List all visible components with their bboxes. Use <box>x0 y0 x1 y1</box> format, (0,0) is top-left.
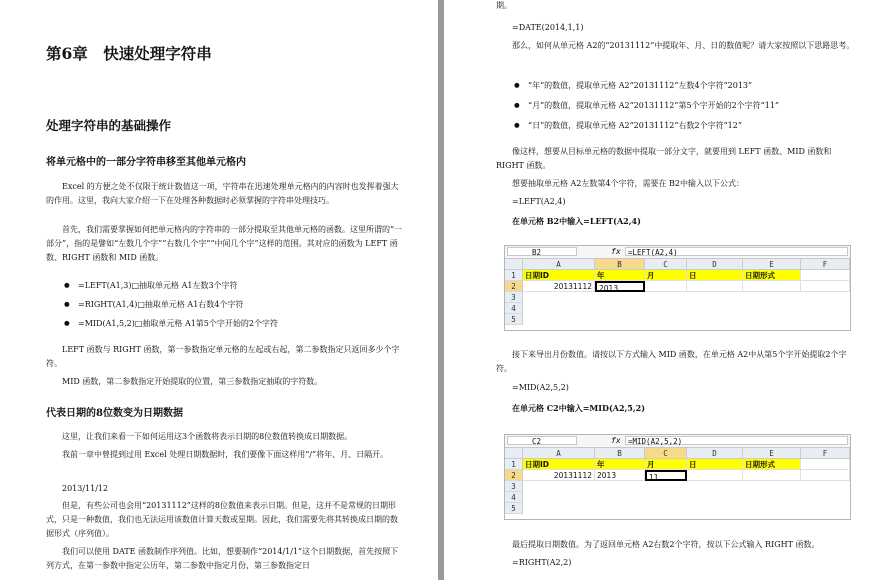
cell-f2[interactable] <box>801 281 850 292</box>
row-header[interactable]: 5 <box>505 503 523 514</box>
left-page <box>0 0 438 580</box>
paragraph-3: LEFT 函数与 RIGHT 函数，第一参数指定单元格的左起或右起，第二参数指定只返回多少个字符。 <box>46 345 400 368</box>
row-header[interactable]: 3 <box>505 481 523 492</box>
continued-text: 期。 <box>496 1 512 10</box>
bullet-item: ● =LEFT(A1,3)□抽取单元格 A1左数3个字符 <box>78 280 238 291</box>
paragraph-r2: 像这样，想要从目标单元格的数据中提取一部分文字，就要用到 LEFT 函数、MID 函数和 RIGHT 函数。 <box>496 147 832 170</box>
bullet-item: ● =MID(A1,5,2)□抽取单元格 A1第5个字开始的2个字符 <box>78 318 278 329</box>
subsection-title-2: 代表日期的8位数变为日期数据 <box>46 408 183 419</box>
column-header[interactable]: E <box>743 259 801 270</box>
column-header[interactable]: C <box>645 259 687 270</box>
chapter-title: 第6章 快速处理字符串 <box>46 44 212 63</box>
cell-f1[interactable] <box>801 270 850 281</box>
spreadsheet-screenshot-1 <box>504 245 851 331</box>
cell-b2-active[interactable]: 2013 <box>595 281 645 292</box>
cell-a1[interactable]: 日期ID <box>523 270 595 281</box>
paragraph-1: Excel 的方便之处不仅限于统计数值这一项，字符串在迅速处理单元格内的内容时也发挥着强大的作用。这里，我向大家介绍一下在处理各种数据时必须掌握的字符串处理技巧。 <box>46 182 399 205</box>
section-title: 处理字符串的基础操作 <box>46 118 172 133</box>
caption-1: 在单元格 B2中输入=LEFT(A2,4) <box>512 216 641 226</box>
cell-c1[interactable]: 月 <box>645 270 687 281</box>
column-header[interactable]: A <box>523 448 595 459</box>
bullet-item: ● “年”的数值，提取单元格 A2“20131112”左数4个字符“2013” <box>528 80 752 91</box>
cell-a2[interactable]: 20131112 <box>523 281 595 292</box>
paragraph-r4: 接下来导出月份数值。请按以下方式输入 MID 函数，在单元格 A2中从第5个字开始提取2个字符。 <box>496 350 847 373</box>
paragraph-7: 但是，有些公司也会用“20131112”这样的8位数值来表示日期。但是，这并不是常规的日期形式，只是一种数值，我们也无法运用该数值计算天数或星期。因此，我们需要先将其转换成日期的数据形式（序列值）。 <box>46 501 398 538</box>
mid-formula: =MID(A2,5,2) <box>512 383 569 392</box>
cell-c2-active[interactable]: 11 <box>645 470 687 481</box>
cell-a1[interactable]: 日期ID <box>523 459 595 470</box>
paragraph-2: 首先，我们需要掌握如何把单元格内的字符串的一部分提取至其他单元格的函数。这里所谓的“一部分”，指的是譬如“左数几个字”“右数几个字”“中间几个字”这样的范围。其对应的函数为 LEFT 函数、RIGHT 函数和 MID 函数。 <box>46 225 403 262</box>
cell-f1[interactable] <box>801 459 850 470</box>
right-formula: =RIGHT(A2,2) <box>512 558 572 567</box>
paragraph-8: 我们可以使用 DATE 函数制作序列值。比如，想要制作“2014/1/1”这个日期数据，首先按照下列方式，在第一参数中指定公历年，第二参数中指定月份，第三参数指定日 <box>46 547 399 570</box>
column-header[interactable]: F <box>801 448 850 459</box>
bullet-item: ● =RIGHT(A1,4)□抽取单元格 A1右数4个字符 <box>78 299 243 310</box>
paragraph-r5: 最后提取日期数值。为了返回单元格 A2右数2个字符，按以下公式输入 RIGHT 函数。 <box>512 540 820 549</box>
cell-b1[interactable]: 年 <box>595 459 645 470</box>
caption-2: 在单元格 C2中输入=MID(A2,5,2) <box>512 403 646 413</box>
cell-e2[interactable] <box>743 281 801 292</box>
fx-icon: fx <box>611 436 621 445</box>
right-page <box>444 0 893 580</box>
column-header[interactable]: B <box>595 448 645 459</box>
formula-bar <box>505 246 850 259</box>
question-paragraph: 那么，如何从单元格 A2的“20131112”中提取年、月、日的数值呢？请大家按照以下思路思考。 <box>512 41 855 50</box>
cell-c1[interactable]: 月 <box>645 459 687 470</box>
cell-e1[interactable]: 日期形式 <box>743 459 801 470</box>
fx-icon: fx <box>611 247 621 256</box>
column-header[interactable]: B <box>595 259 645 270</box>
name-box[interactable]: C2 <box>507 436 577 445</box>
paragraph-6: 我前一章中曾提到过用 Excel 处理日期数据时，我们要像下面这样用“/”将年、月、日隔开。 <box>62 450 389 459</box>
select-all-corner[interactable] <box>505 448 523 459</box>
cell-d1[interactable]: 日 <box>687 459 743 470</box>
row-header[interactable]: 1 <box>505 459 523 470</box>
paragraph-5: 这里，让我们来看一下如何运用这3个函数将表示日期的8位数值转换成日期数据。 <box>62 432 353 441</box>
date-formula: =DATE(2014,1,1) <box>512 23 584 32</box>
row-header[interactable]: 5 <box>505 314 523 325</box>
bullet-item: ● “日”的数值，提取单元格 A2“20131112”右数2个字符“12” <box>528 120 742 131</box>
row-header[interactable]: 4 <box>505 303 523 314</box>
cell-e1[interactable]: 日期形式 <box>743 270 801 281</box>
cell-c2[interactable] <box>645 281 687 292</box>
row-header[interactable]: 2 <box>505 470 523 481</box>
column-header[interactable]: F <box>801 259 850 270</box>
left-formula: =LEFT(A2,4) <box>512 197 566 206</box>
cell-b2[interactable]: 2013 <box>595 470 645 481</box>
spreadsheet-screenshot-2 <box>504 434 851 520</box>
row-header[interactable]: 2 <box>505 281 523 292</box>
cell-d1[interactable]: 日 <box>687 270 743 281</box>
cell-e2[interactable] <box>743 470 801 481</box>
column-header[interactable]: E <box>743 448 801 459</box>
row-header[interactable]: 4 <box>505 492 523 503</box>
select-all-corner[interactable] <box>505 259 523 270</box>
cell-f2[interactable] <box>801 470 850 481</box>
name-box[interactable]: B2 <box>507 247 577 256</box>
column-header[interactable]: C <box>645 448 687 459</box>
formula-bar <box>505 435 850 448</box>
column-header[interactable]: A <box>523 259 595 270</box>
cell-a2[interactable]: 20131112 <box>523 470 595 481</box>
date-example: 2013/11/12 <box>62 484 109 493</box>
row-header[interactable]: 3 <box>505 292 523 303</box>
formula-input[interactable]: =MID(A2,5,2) <box>625 436 848 445</box>
cell-d2[interactable] <box>687 470 743 481</box>
bullet-item: ● “月”的数值，提取单元格 A2“20131112”第5个字开始的2个字符“11” <box>528 100 779 111</box>
column-header[interactable]: D <box>687 259 743 270</box>
formula-input[interactable]: =LEFT(A2,4) <box>625 247 848 256</box>
row-header[interactable]: 1 <box>505 270 523 281</box>
subsection-title-1: 将单元格中的一部分字符串移至其他单元格内 <box>46 157 246 168</box>
cell-d2[interactable] <box>687 281 743 292</box>
column-header[interactable]: D <box>687 448 743 459</box>
paragraph-r3: 想要抽取单元格 A2左数第4个字符，需要在 B2中输入以下公式： <box>512 179 745 188</box>
paragraph-4: MID 函数，第二参数指定开始提取的位置，第三参数指定抽取的字符数。 <box>62 377 323 386</box>
cell-b1[interactable]: 年 <box>595 270 645 281</box>
